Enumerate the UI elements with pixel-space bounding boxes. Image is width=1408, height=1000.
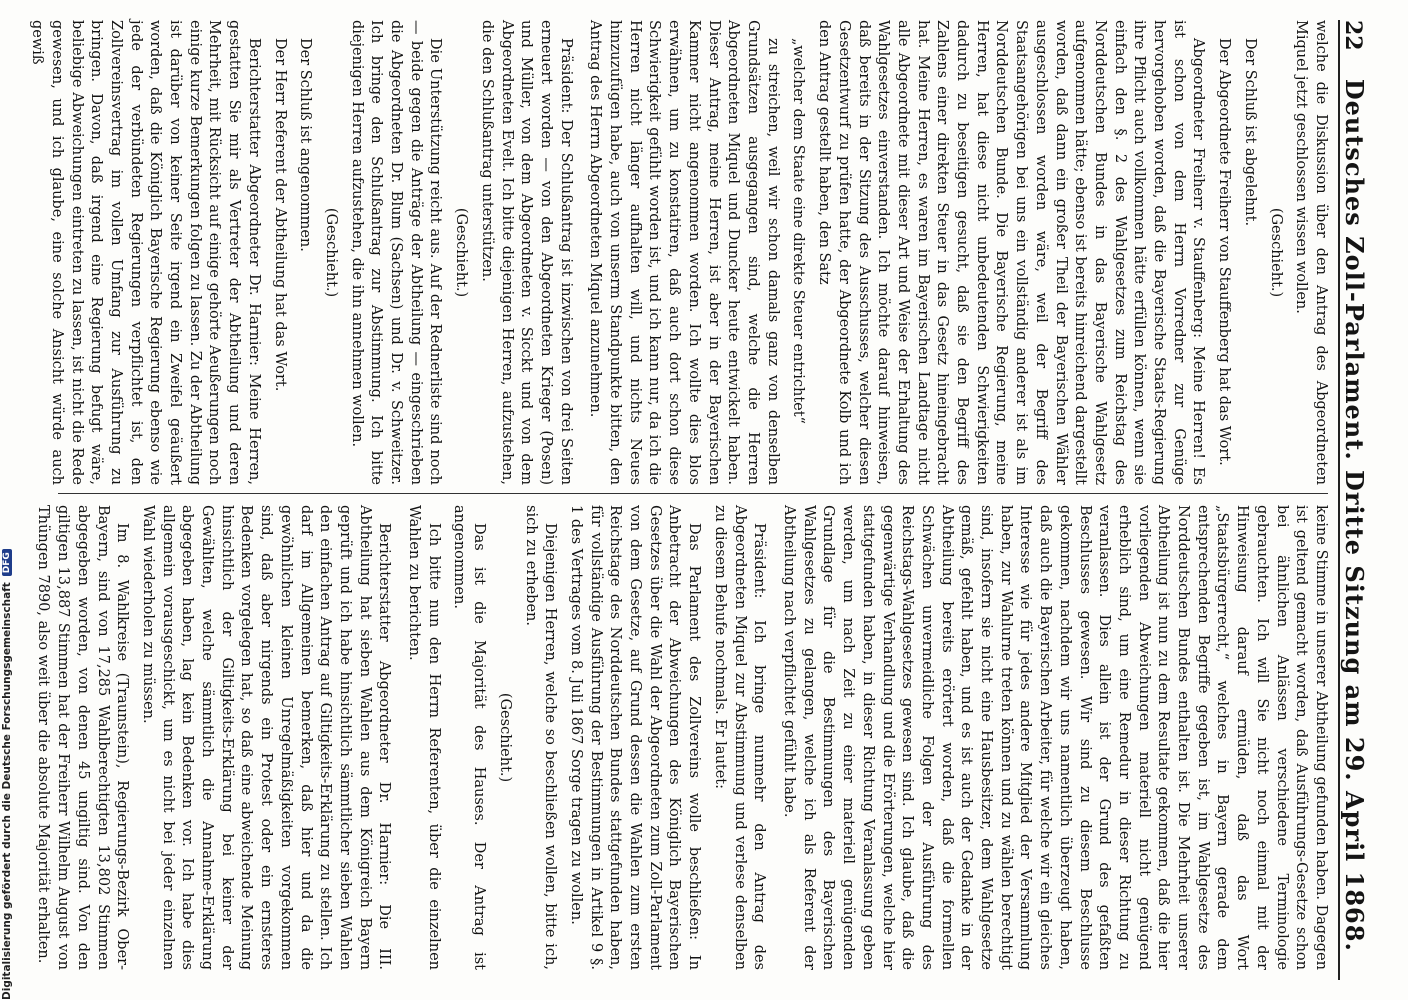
page-number: 22	[1340, 20, 1366, 51]
paragraph: zu streichen, weil wir schon damals ganz von denselben Grundsätzen ausgegangen sind, welche die Herren Abgeordneten Miquel und Duncker heute entwickelt haben. Dieser Antrag, meine Herren, ist aber in der Bayerischen Kammer nicht angenommen worden. Ich wollte dies blos erwähnen, um zu konstatiren, daß auch dort schon diese Schwierigkeit gefühlt worden ist, und ich kann nur, da ich die Herren nicht länger aufhalten will, und nichts Neues hinzuzufügen habe, auch von unserm Standpunkte bitten, den Antrag des Herrn Abgeordneten Miquel anzunehmen.	[587, 20, 781, 485]
paragraph: (Geschieht.)	[453, 207, 470, 298]
digitization-note: Digitalisierung gefördert durch die Deutsche Forschungsgemeinschaft	[1, 582, 13, 1000]
right-column	[27, 505, 1330, 970]
paragraph: Die Unterstützung reicht aus. Auf der Rednerliste sind noch — beide gegen die Anträge der Abtheilung — eingeschrieben die Abgeordneten Dr. Blum (Sachsen) und Dr. v. Schweitzer. Ich bringe den Schlußantrag zur Abstimmung. Ich bitte diejenigen Herren aufzustehen, die ihn annehmen wollen.	[348, 20, 444, 485]
rotated-page	[20, 0, 1380, 1000]
paragraph: Diejenigen Herren, welche so beschließen wollen, bitte ich, sich zu erheben.	[522, 505, 559, 970]
paragraph: keine Stimme in unserer Abtheilung gefunden haben. Dagegen ist geltend gemacht worden, daß Ausführungs-Gesetze schon bei ähnlichen Anlässen verschiedene Terminologie gebrauchten. Ich will Sie nicht noch einmal mit der Hinweisung darauf ermüden, daß das Wort „Staatsbürgerrecht,“ welches in Bayern gerade dem entsprechenden Begriffe gegeben ist, im Wahlgesetze des Norddeutschen Bundes enthalten ist. Die Mehrheit unserer Abtheilung ist nun zu dem Resultate gekommen, daß die hier vorliegenden Abweichungen materiell nicht genügend erheblich sind, um eine Remedur in dieser Richtung zu veranlassen. Dies allein ist der Grund des gefaßten Beschlusses gewesen. Wir sind zu diesem Beschlusse gekommen, nachdem wir uns namentlich überzeugt haben, daß auch die Bayerischen Arbeiter, für welche wir ein gleiches Interesse wie für jedes andere Mitglied der Versammlung haben, zur Wahlurne treten können und zu wählen berechtigt sind, insofern sie nicht eine Hausbesitzer, dem Wahlgesetze gemäß, gefehlt haben, und es ist auch der Gedanke in der Abtheilung bereits erörtert worden, daß die formellen Schwächen unvermeidliche Folgen der Ausführung des Reichstags-Wahlgesetzes gewesen sind. Ich glaube, daß die gegenwärtige Verhandlung und die Erörterungen, welche hier stattgefunden haben, in dieser Richtung Veranlassung geben werden, um nach Zeit zu einer materiell genügenden Grundlage für die Bestimmungen des Bayerischen Wahlgesetzes zu gelangen, welche ich als Referent der Abtheilung nach verpflichtet gefühlt habe.	[781, 505, 1329, 970]
paragraph: Im 8. Wahlkreise (Traunstein), Regierungs-Bezirk Ober-Bayern, sind von 17,285 Wahlberechtigten 13,802 Stimmen abgegeben worden, von denen 45 ungiltig sind. Von den giltigen 13,887 Stimmen hat der Freiherr Wilhelm August von Thüngen 7890, also weit über die absolute Majorität erhalten.	[35, 505, 131, 970]
paragraph: Das ist die Majorität des Hauses. Der Antrag ist angenommen.	[451, 505, 488, 970]
paragraph: welche die Diskussion über den Antrag des Abgeordneten Miquel jetzt geschlossen wissen wollen.	[1293, 20, 1329, 485]
paragraph: Abgeordneter Freiherr v. Stauffenberg: Meine Herren! Es ist schon von dem Herrn Vorredner zur Genüge hervorgehoben worden, daß die Bayerische Staats-Regierung ihre Pflicht auch vollkommen hätte erfüllen können, wenn sie einfach den §. 2 des Wahlgesetzes zum Reichstag des Norddeutschen Bundes in das Bayerische Wahlgesetz aufgenommen hätte; ebenso ist bereits hinreichend dargestellt worden, daß dann ein großer Theil der Bayerischen Wähler ausgeschlossen worden wäre, weil der Begriff des Staatsangehörigen bei uns ein vollständig anderer ist als im Norddeutschen Bunde. Die Bayerische Regierung, meine Herren, hat diese nicht unbedeutenden Schwierigkeiten dadurch zu beseitigen gesucht, daß sie den Begriff des Zahlens einer direkten Steuer in das Gesetz hineingebracht hat. Meine Herren, es waren im Bayerischen Landtage nicht alle Abgeordnete mit dieser Art und Weise der Erhaltung des Wahlgesetzes einverstanden. Ich möchte darauf hinweisen, daß bereits in der Sitzung des Ausschusses, welcher diesen Gesetzentwurf zu prüfen hatte, der Abgeordnete Kolb und ich den Antrag gestellt haben, den Satz	[816, 20, 1207, 485]
paragraph: Der Schluß ist abgelehnt.	[1241, 38, 1258, 227]
paragraph: Präsident: Der Schlußantrag ist inzwischen von drei Seiten erneuert worden — von den Abgeordneten Krieger (Posen) und Müller, von dem Abgeordneten v. Sicckt und von dem Abgeordneten Evelt. Ich bitte diejenigen Herren, aufzustehen, die den Schlußantrag unterstützen.	[478, 20, 574, 485]
paragraph: Berichterstatter Abgeordneter Dr. Harnier: Meine Herren, gestatten Sie mir als Vertreter der Abtheilung und deren Mehrheit, mit Rücksicht auf einige gehörte Aeußerungen noch einige kurze Bemerkungen folgen zu lassen. Zu der Abtheilung ist darüber von keiner Seite irgend ein Zweifel geäußert worden, daß die Königlich Bayerische Regierung ebenso wie jede der verbündeten Regierungen verpflichtet ist, den Zollvereinsvertrag im vollen Umfang zur Ausführung zu bringen. Davon, daß irgend eine Regierung befugt wäre, beliebige Abweichungen eintreten zu lassen, ist nicht die Rede gewesen, und ich glaube, eine solche Ansicht würde auch gewiß	[29, 20, 262, 485]
paragraph: „welcher dem Staate eine direkte Steuer entrichtet“	[790, 38, 807, 424]
paragraph: Ich bitte nun den Herrn Referenten, über die einzelnen Wahlen zu berichten.	[406, 505, 442, 970]
paragraph: Das Parlament des Zollvereins wolle beschließen: In Anbetracht der Abweichungen des Königlich Bayerischen Gesetzes über die Wahl der Abgeordneten zum Zoll-Parlament von dem Gesetze, auf Grund dessen die Wahlen zum ersten Reichstage des Norddeutschen Bundes stattgefunden haben, für vollständige Ausführung der Bestimmungen in Artikel 9 §. 1 des Vertrages vom 8. Juli 1867 Sorge tragen zu wollen.	[567, 505, 703, 970]
left-column	[20, 20, 1330, 485]
paragraph: Der Schluß ist angenommen.	[297, 38, 314, 252]
paragraph: Berichterstatter Abgeordneter Dr. Harnier: Die III. Abtheilung hat sieben Wahlen aus dem Königreich Bayern geprüft und ich habe hinsichtlich sämmtlicher sieben Wahlen den einfachen Antrag auf Giltigkeits-Erklärung zu stellen. Ich darf im Allgemeinen bemerken, daß hier und da die gewöhnlichen kleinen Unregelmäßigkeiten vorgekommen sind, daß aber nirgends ein Protest oder ein ernsteres Bedenken vorgelegen hat, so daß eine abweichende Meinung hinsichtlich der Giltigkeits-Erklärung bei keiner der Gewählten, welche sämmtlich die Annahme-Erklärung abgegeben haben, lag kein Bedenken vor. Ich habe dies allgemein vorausgeschickt, um es nicht bei jeder einzelnen Wahl wiederholen zu müssen.	[139, 505, 393, 970]
paragraph: Der Abgeordnete Freiherr von Stauffenberg hat das Wort.	[1216, 38, 1233, 466]
page-title: Deutsches Zoll-Parlament. Dritte Sitzung am 29. April 1868.	[1340, 78, 1369, 952]
paragraph: Präsident: Ich bringe nunmehr den Antrag des Abgeordneten Miquel zur Abstimmung und verlese denselben zu diesem Behufe nochmals. Er lautet:	[711, 505, 768, 970]
digitization-footer	[0, 20, 14, 1000]
dfg-logo: DFG	[2, 549, 12, 576]
paragraph: (Geschieht.)	[496, 692, 513, 783]
column-divider	[58, 493, 1328, 494]
paragraph: (Geschieht.)	[322, 207, 339, 298]
paragraph: (Geschieht.)	[1267, 207, 1284, 298]
paragraph: Der Herr Referent der Abtheilung hat das Wort.	[271, 38, 288, 392]
page-header	[1338, 20, 1380, 980]
